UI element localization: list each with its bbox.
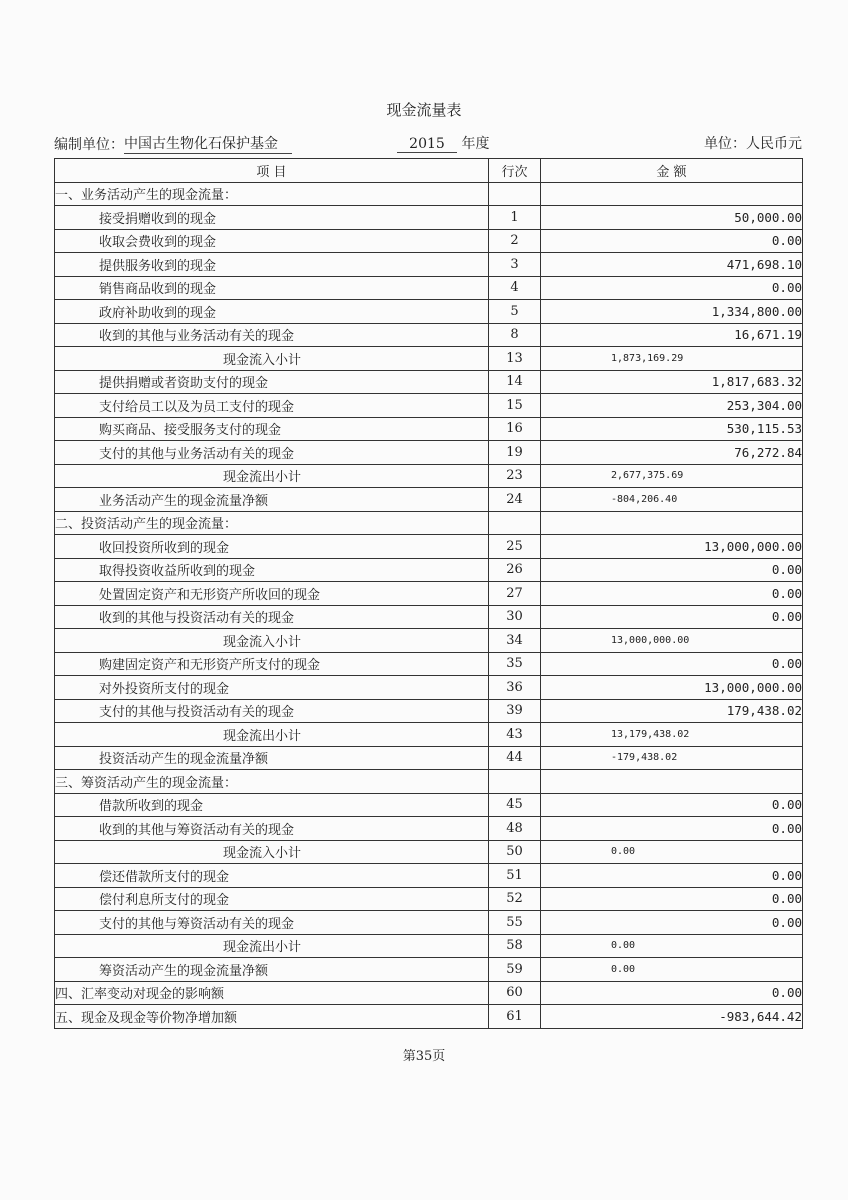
row-line-number: 8 [489, 323, 541, 347]
page-number: 第35页 [402, 1049, 446, 1064]
row-item: 借款所收到的现金 [55, 793, 489, 817]
row-amount: 0.00 [541, 605, 803, 629]
row-amount: 0.00 [541, 958, 803, 982]
row-item: 处置固定资产和无形资产所收回的现金 [55, 582, 489, 606]
row-amount: 0.00 [541, 840, 803, 864]
report-year-group [397, 133, 489, 153]
row-item: 支付的其他与业务活动有关的现金 [55, 441, 489, 465]
row-line-number: 45 [489, 793, 541, 817]
row-line-number: 44 [489, 746, 541, 770]
row-line-number: 27 [489, 582, 541, 606]
row-line-number: 39 [489, 699, 541, 723]
row-line-number: 2 [489, 229, 541, 253]
row-item: 支付的其他与投资活动有关的现金 [55, 699, 489, 723]
row-line-number: 52 [489, 887, 541, 911]
row-amount: 13,179,438.02 [541, 723, 803, 747]
row-line-number: 4 [489, 276, 541, 300]
table-row [55, 746, 803, 770]
table-row [55, 229, 803, 253]
row-item: 偿还借款所支付的现金 [55, 864, 489, 888]
row-line-number [489, 182, 541, 206]
row-item: 支付的其他与筹资活动有关的现金 [55, 911, 489, 935]
row-amount: 0.00 [541, 934, 803, 958]
row-line-number: 14 [489, 370, 541, 394]
row-amount: 253,304.00 [541, 394, 803, 418]
row-item: 购买商品、接受服务支付的现金 [55, 417, 489, 441]
row-line-number: 1 [489, 206, 541, 230]
row-amount: 0.00 [541, 793, 803, 817]
table-row [55, 864, 803, 888]
row-item: 支付给员工以及为员工支付的现金 [55, 394, 489, 418]
row-line-number: 5 [489, 300, 541, 324]
table-row [55, 840, 803, 864]
row-line-number: 55 [489, 911, 541, 935]
table-row [55, 770, 803, 794]
row-line-number: 26 [489, 558, 541, 582]
row-line-number: 13 [489, 347, 541, 371]
row-line-number: 19 [489, 441, 541, 465]
table-row [55, 817, 803, 841]
table-row [55, 535, 803, 559]
table-row [55, 511, 803, 535]
row-amount: 0.00 [541, 817, 803, 841]
row-amount: 13,000,000.00 [541, 535, 803, 559]
table-row [55, 887, 803, 911]
table-row [55, 605, 803, 629]
row-amount: 1,817,683.32 [541, 370, 803, 394]
row-item: 筹资活动产生的现金流量净额 [55, 958, 489, 982]
org-label-group [54, 133, 292, 154]
row-amount: -983,644.42 [541, 1005, 803, 1029]
row-amount: 0.00 [541, 229, 803, 253]
row-item: 收到的其他与业务活动有关的现金 [55, 323, 489, 347]
table-row [55, 629, 803, 653]
row-line-number: 24 [489, 488, 541, 512]
row-item: 提供捐赠或者资助支付的现金 [55, 370, 489, 394]
row-item: 二、投资活动产生的现金流量： [55, 511, 489, 535]
row-line-number [489, 511, 541, 535]
row-line-number: 43 [489, 723, 541, 747]
row-item: 收到的其他与筹资活动有关的现金 [55, 817, 489, 841]
row-line-number: 25 [489, 535, 541, 559]
table-row [55, 699, 803, 723]
row-item: 接受捐赠收到的现金 [55, 206, 489, 230]
table-row [55, 347, 803, 371]
row-item: 对外投资所支付的现金 [55, 676, 489, 700]
row-amount: 0.00 [541, 276, 803, 300]
row-amount: 50,000.00 [541, 206, 803, 230]
row-item: 取得投资收益所收到的现金 [55, 558, 489, 582]
row-line-number: 15 [489, 394, 541, 418]
table-row [55, 558, 803, 582]
header-line: 行次 [489, 159, 541, 183]
row-line-number: 34 [489, 629, 541, 653]
table-row [55, 911, 803, 935]
table-row [55, 394, 803, 418]
table-row [55, 793, 803, 817]
row-amount: 1,334,800.00 [541, 300, 803, 324]
report-year: 2015 [397, 136, 457, 153]
row-item: 现金流入小计 [55, 629, 489, 653]
row-line-number: 16 [489, 417, 541, 441]
row-line-number: 3 [489, 253, 541, 277]
row-line-number: 36 [489, 676, 541, 700]
row-item: 四、汇率变动对现金的影响额 [55, 981, 489, 1005]
table-row [55, 441, 803, 465]
row-item: 现金流出小计 [55, 464, 489, 488]
table-row [55, 1005, 803, 1029]
row-line-number: 61 [489, 1005, 541, 1029]
header-item: 项 目 [55, 159, 489, 183]
row-item: 销售商品收到的现金 [55, 276, 489, 300]
row-item: 政府补助收到的现金 [55, 300, 489, 324]
row-item: 偿付利息所支付的现金 [55, 887, 489, 911]
row-amount: 0.00 [541, 887, 803, 911]
row-item: 现金流出小计 [55, 723, 489, 747]
row-line-number: 50 [489, 840, 541, 864]
row-amount: 179,438.02 [541, 699, 803, 723]
row-amount: 13,000,000.00 [541, 676, 803, 700]
page-title: 现金流量表 [386, 101, 462, 119]
row-amount: 16,671.19 [541, 323, 803, 347]
row-amount: -804,206.40 [541, 488, 803, 512]
row-line-number: 30 [489, 605, 541, 629]
table-header-row [55, 159, 803, 183]
row-amount [541, 511, 803, 535]
row-item: 提供服务收到的现金 [55, 253, 489, 277]
row-line-number: 23 [489, 464, 541, 488]
row-item: 现金流出小计 [55, 934, 489, 958]
row-item: 购建固定资产和无形资产所支付的现金 [55, 652, 489, 676]
row-amount: 0.00 [541, 558, 803, 582]
table-row [55, 488, 803, 512]
row-item: 收到的其他与投资活动有关的现金 [55, 605, 489, 629]
year-suffix: 年度 [461, 136, 490, 152]
row-item: 收回投资所收到的现金 [55, 535, 489, 559]
row-amount: -179,438.02 [541, 746, 803, 770]
table-row [55, 323, 803, 347]
row-amount [541, 770, 803, 794]
table-row [55, 300, 803, 324]
row-line-number: 59 [489, 958, 541, 982]
currency-unit: 单位：人民币元 [704, 136, 802, 152]
row-amount: 0.00 [541, 652, 803, 676]
table-row [55, 582, 803, 606]
header-amount: 金 额 [541, 159, 803, 183]
table-row [55, 723, 803, 747]
row-amount: 0.00 [541, 981, 803, 1005]
table-row [55, 934, 803, 958]
table-row [55, 652, 803, 676]
row-item: 三、筹资活动产生的现金流量： [55, 770, 489, 794]
row-amount: 13,000,000.00 [541, 629, 803, 653]
org-name: 中国古生物化石保护基金 [124, 133, 292, 154]
table-row [55, 958, 803, 982]
row-line-number [489, 770, 541, 794]
table-row [55, 182, 803, 206]
row-amount: 2,677,375.69 [541, 464, 803, 488]
row-amount: 0.00 [541, 911, 803, 935]
row-line-number: 51 [489, 864, 541, 888]
row-item: 投资活动产生的现金流量净额 [55, 746, 489, 770]
table-row [55, 464, 803, 488]
row-amount [541, 182, 803, 206]
org-label: 编制单位： [54, 137, 124, 153]
row-item: 收取会费收到的现金 [55, 229, 489, 253]
table-row [55, 417, 803, 441]
row-amount: 1,873,169.29 [541, 347, 803, 371]
row-line-number: 60 [489, 981, 541, 1005]
row-line-number: 35 [489, 652, 541, 676]
report-meta [54, 133, 802, 155]
table-row [55, 676, 803, 700]
row-amount: 76,272.84 [541, 441, 803, 465]
table-row [55, 276, 803, 300]
table-row [55, 253, 803, 277]
table-row [55, 370, 803, 394]
table-row [55, 206, 803, 230]
row-item: 现金流入小计 [55, 840, 489, 864]
row-line-number: 58 [489, 934, 541, 958]
row-item: 五、现金及现金等价物净增加额 [55, 1005, 489, 1029]
row-amount: 0.00 [541, 864, 803, 888]
row-amount: 530,115.53 [541, 417, 803, 441]
row-item: 现金流入小计 [55, 347, 489, 371]
row-item: 业务活动产生的现金流量净额 [55, 488, 489, 512]
row-line-number: 48 [489, 817, 541, 841]
row-amount: 0.00 [541, 582, 803, 606]
row-item: 一、业务活动产生的现金流量： [55, 182, 489, 206]
cash-flow-table [54, 158, 803, 1029]
table-row [55, 981, 803, 1005]
row-amount: 471,698.10 [541, 253, 803, 277]
